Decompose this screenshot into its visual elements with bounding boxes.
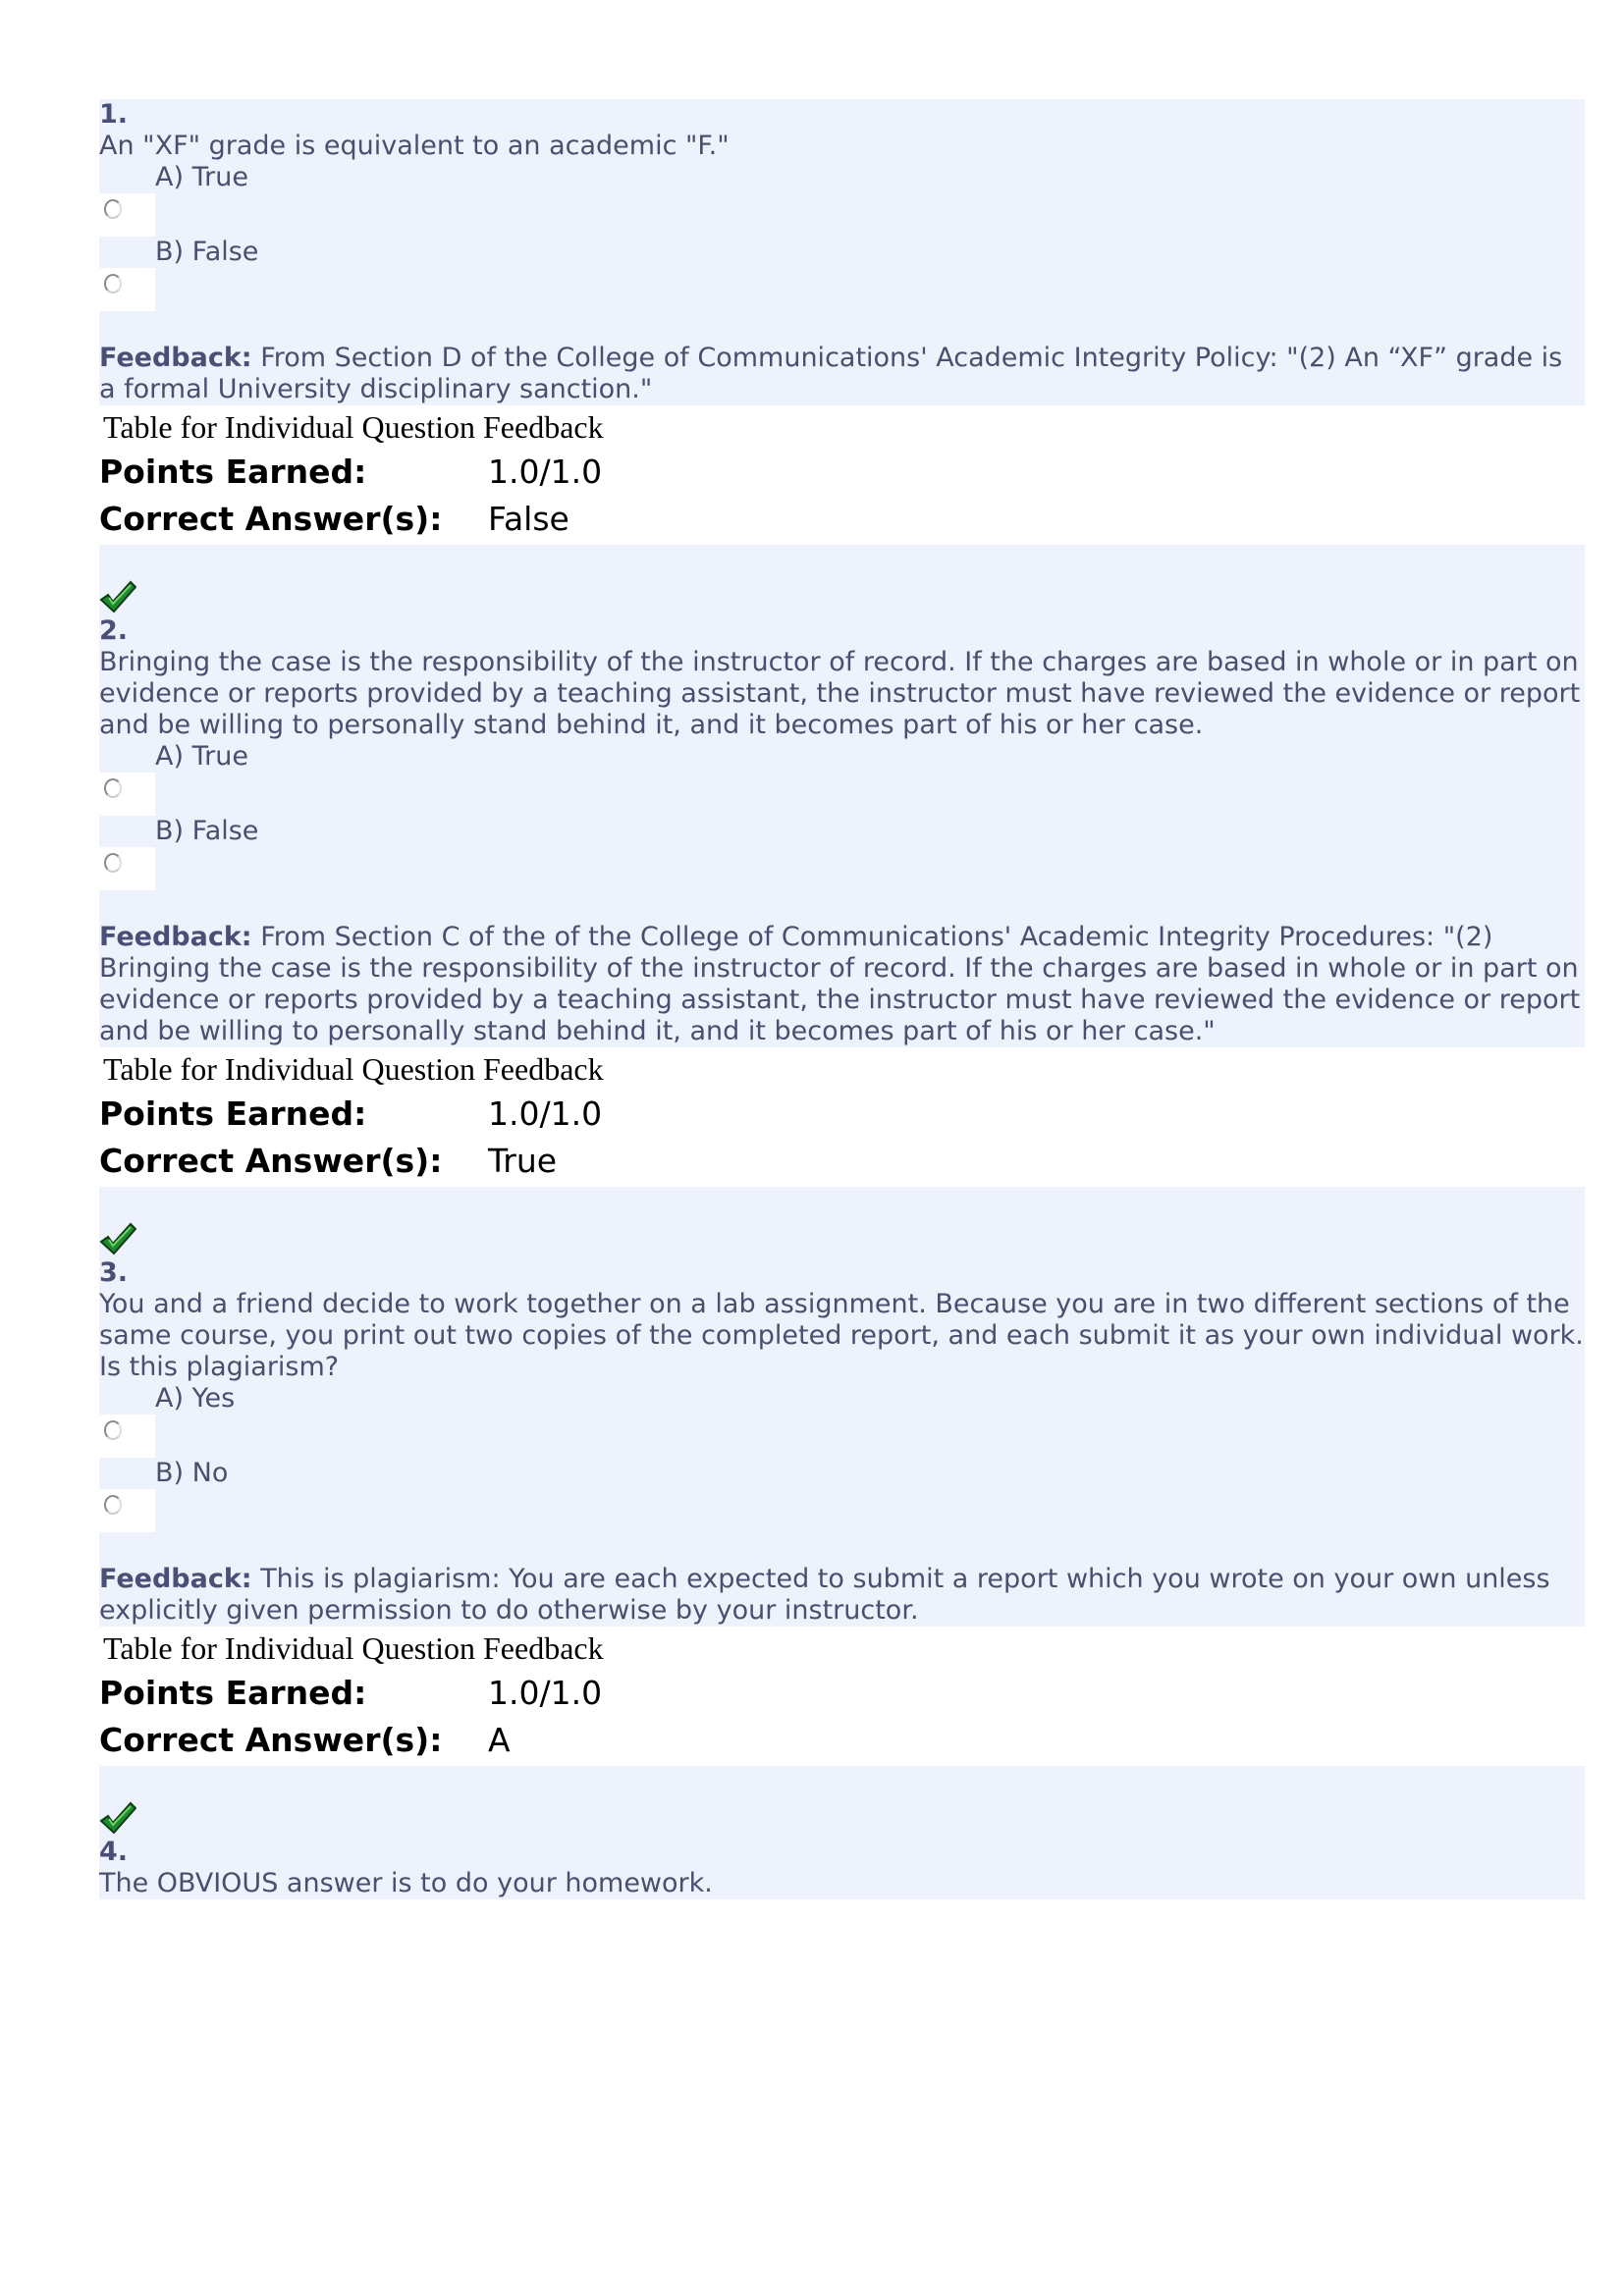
answer-option-b[interactable] [99,816,1585,890]
feedback [99,890,1585,1047]
radio-button[interactable] [104,853,122,873]
radio-button[interactable] [104,274,122,294]
question-number: 4. [99,1837,129,1867]
option-label: B) False [155,237,259,267]
feedback-label: Feedback: [99,1564,252,1594]
checkmark-icon [99,1218,1585,1257]
option-label: B) False [155,816,259,846]
feedback-text: From Section D of the College of Communications' Academic Integrity Policy: "(2) An “XF” grade is a formal University disciplinary sanction." [99,343,1563,404]
radio-button[interactable] [104,1420,122,1440]
question-block-3 [99,1187,1585,1627]
points-earned-value: 1.0/1.0 [488,1095,603,1133]
points-earned-label: Points Earned: [99,1095,367,1133]
checkmark-icon [99,1797,1585,1837]
option-label: A) Yes [155,1383,236,1414]
answer-option-b[interactable] [99,1458,1585,1532]
correct-answer-row [99,1138,1585,1185]
feedback-table-caption: Table for Individual Question Feedback [103,1051,604,1087]
feedback-text: This is plagiarism: You are each expected to submit a report which you wrote on your own unless explicitly given permission to do otherwise by your instructor. [99,1564,1550,1626]
points-earned-row [99,449,1585,496]
question-block-1 [99,99,1585,405]
answer-option-b[interactable] [99,237,1585,311]
question-number: 3. [99,1257,129,1288]
radio-button[interactable] [104,1495,122,1515]
answer-option-a[interactable] [99,1383,1585,1458]
question-text: An "XF" grade is equivalent to an academic "F." [99,131,730,161]
quiz-results [99,99,1585,1899]
points-earned-label: Points Earned: [99,453,367,491]
correct-answer-value: True [488,1142,558,1180]
question-number: 2. [99,615,129,646]
option-label: A) True [155,162,248,192]
correct-answer-label: Correct Answer(s): [99,1721,443,1759]
feedback-table-caption: Table for Individual Question Feedback [103,1630,604,1666]
correct-answer-row [99,496,1585,543]
points-earned-row [99,1091,1585,1138]
points-earned-value: 1.0/1.0 [488,453,603,491]
points-earned-value: 1.0/1.0 [488,1674,603,1712]
correct-answer-row [99,1717,1585,1764]
feedback [99,311,1585,405]
question-block-4 [99,1766,1585,1899]
feedback-label: Feedback: [99,343,252,373]
option-label: A) True [155,741,248,772]
correct-answer-label: Correct Answer(s): [99,1142,443,1180]
answer-option-a[interactable] [99,741,1585,816]
checkmark-icon [99,576,1585,615]
points-earned-label: Points Earned: [99,1674,367,1712]
question-text: The OBVIOUS answer is to do your homework. [99,1868,713,1898]
feedback [99,1532,1585,1627]
correct-answer-value: A [488,1721,511,1759]
question-text: Bringing the case is the responsibility of the instructor of record. If the charges are based in whole or in part on evidence or reports provided by a teaching assistant, the instructor must have reviewed the evidence or report and be willing to personally stand behind it, and it becomes part of his or her case. [99,647,1581,740]
answer-option-a[interactable] [99,162,1585,237]
correct-answer-label: Correct Answer(s): [99,500,443,538]
correct-answer-value: False [488,500,569,538]
radio-button[interactable] [104,778,122,798]
feedback-table-caption: Table for Individual Question Feedback [103,409,604,445]
points-earned-row [99,1670,1585,1717]
radio-button[interactable] [104,199,122,219]
question-block-2 [99,545,1585,1047]
question-number: 1. [99,99,129,130]
option-label: B) No [155,1458,229,1488]
feedback-label: Feedback: [99,922,252,952]
feedback-text: From Section C of the of the College of Communications' Academic Integrity Procedures: "(2) Bringing the case is the responsibility of the instructor of record. If the charges are based in whole or in part on evidence or reports provided by a teaching assistant, the instructor must have reviewed the evidence or report and be willing to personally stand behind it, and it becomes part of his or her case." [99,922,1581,1046]
question-text: You and a friend decide to work together on a lab assignment. Because you are in two different sections of the same course, you print out two copies of the completed report, and each submit it as your own individual work. Is this plagiarism? [99,1289,1584,1382]
